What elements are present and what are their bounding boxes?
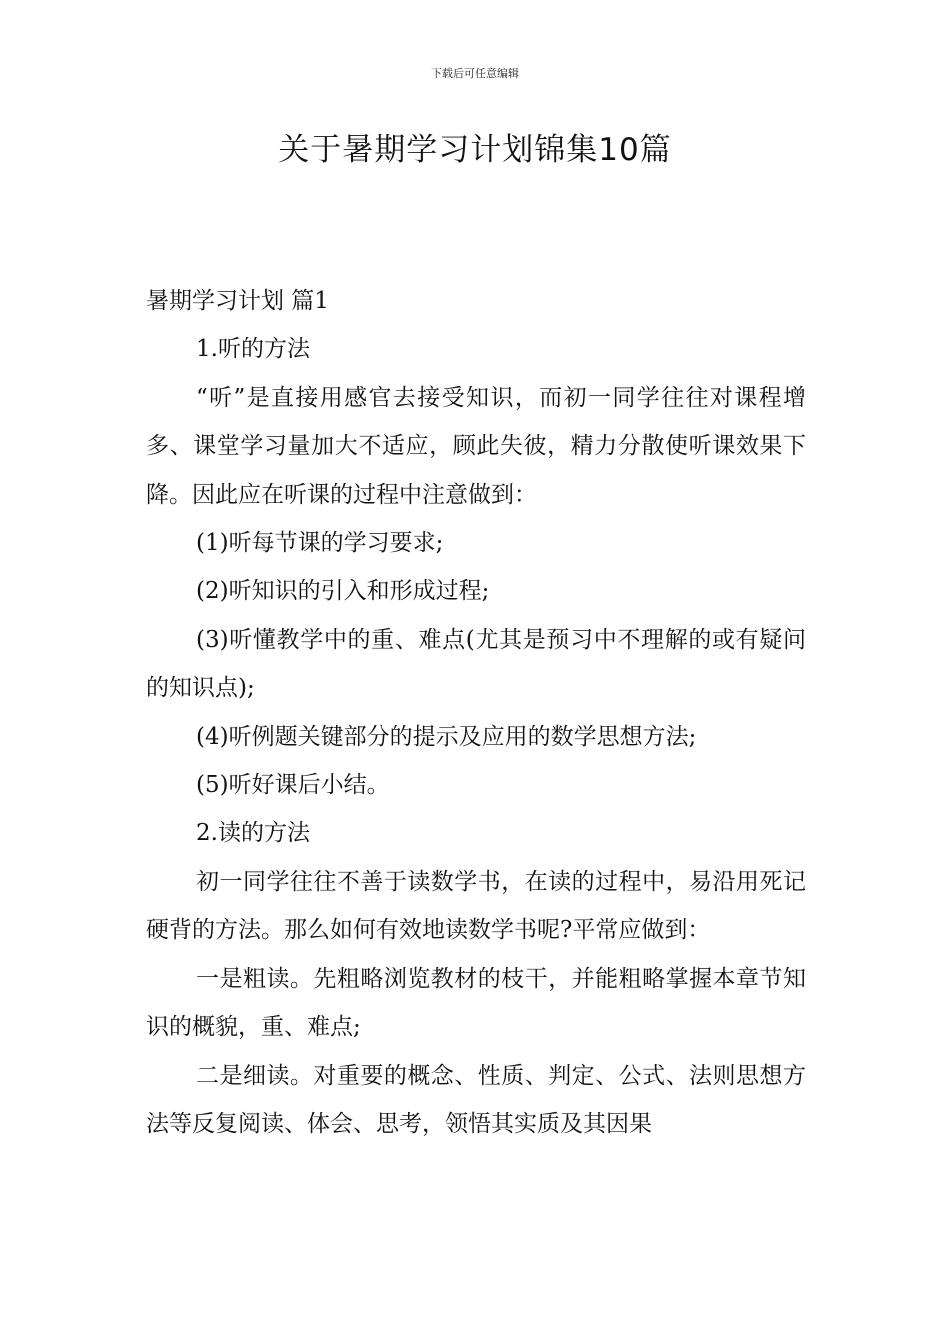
list-item-listening-2: (2)听知识的引入和形成过程; [196,578,490,605]
list-item-listening-1: (1)听每节课的学习要求; [196,530,444,557]
paragraph-reading-intro: 初一同学往往不善于读数学书，在读的过程中，易沿用死记硬背的方法。那么如何有效地读数学书呢?平常应做到： [146,868,806,944]
subheading-reading-method: 2.读的方法 [196,820,310,847]
paragraph-careful-reading: 二是细读。对重要的概念、性质、判定、公式、法则思想方法等反复阅读、体会、思考，领悟其实质及其因果 [146,1062,806,1137]
document-body [146,277,806,1148]
list-item-listening-4: (4)听例题关键部分的提示及应用的数学思想方法; [196,723,697,750]
list-item-listening-5: (5)听好课后小结。 [196,772,390,799]
section-title: 暑期学习计划 篇1 [146,288,329,314]
list-item-listening-3: (3)听懂教学中的重、难点(尤其是预习中不理解的或有疑问的知识点); [146,626,806,702]
header-note: 下载后可任意编辑 [431,67,519,80]
subheading-listening-method: 1.听的方法 [196,336,310,363]
paragraph-listening-intro: “听”是直接用感官去接受知识，而初一同学往往对课程增多、课堂学习量加大不适应，顾此失彼，精力分散使听课效果下降。因此应在听课的过程中注意做到： [146,384,806,508]
document-title: 关于暑期学习计划锦集10篇 [278,132,672,168]
paragraph-rough-reading: 一是粗读。先粗略浏览教材的枝干，并能粗略掌握本章节知识的概貌，重、难点; [146,965,806,1041]
